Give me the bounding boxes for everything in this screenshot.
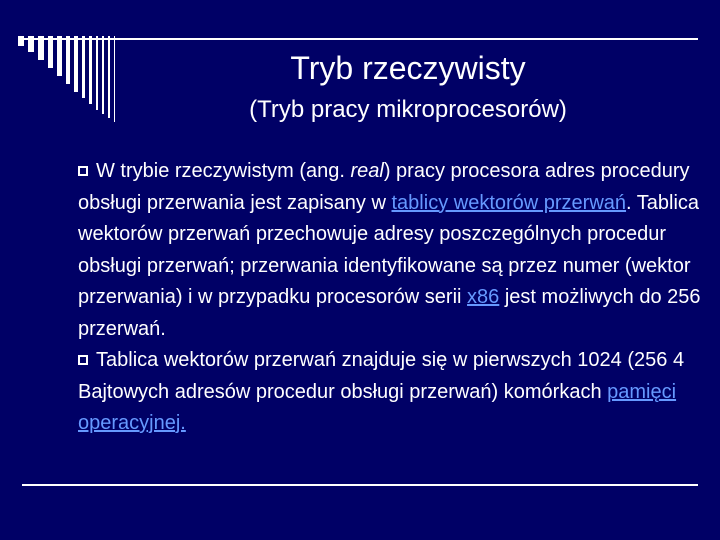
link-tablica-wektorow[interactable]: tablicy wektorów przerwań (391, 191, 627, 214)
slide-title: Tryb rzeczywisty (290, 50, 526, 86)
link-x86[interactable]: x86 (467, 286, 500, 308)
square-bullet-icon (78, 166, 88, 176)
top-divider (18, 38, 698, 40)
paragraph-1: W trybie rzeczywistym (ang. real) pracy procesora adres procedury obsługi przerwania jest zapisany w tablicy wektorów przerwań. Tablica wektorów przerwań przechowuje adresy poszczególnych procedur obsługi przerwań; przerwania identyfikowane są przez numer (wektor przerwania) i w przypadku procesorów serii x86 jest możliwych do 256 przerwań. (78, 160, 701, 340)
paragraph-2: Tablica wektorów przerwań znajduje się w pierwszych 1024 (256 4 Bajtowych adresów procedur obsługi przerwań) komórkach pamięci operacyjnej. (78, 349, 685, 434)
slide-body (78, 156, 704, 440)
link-pamieci-operacyjnej[interactable]: pamięci operacyjnej. (78, 380, 677, 434)
slide-subtitle: (Tryb pracy mikroprocesorów) (249, 96, 567, 123)
bottom-divider (22, 484, 698, 486)
square-bullet-icon (78, 355, 88, 365)
